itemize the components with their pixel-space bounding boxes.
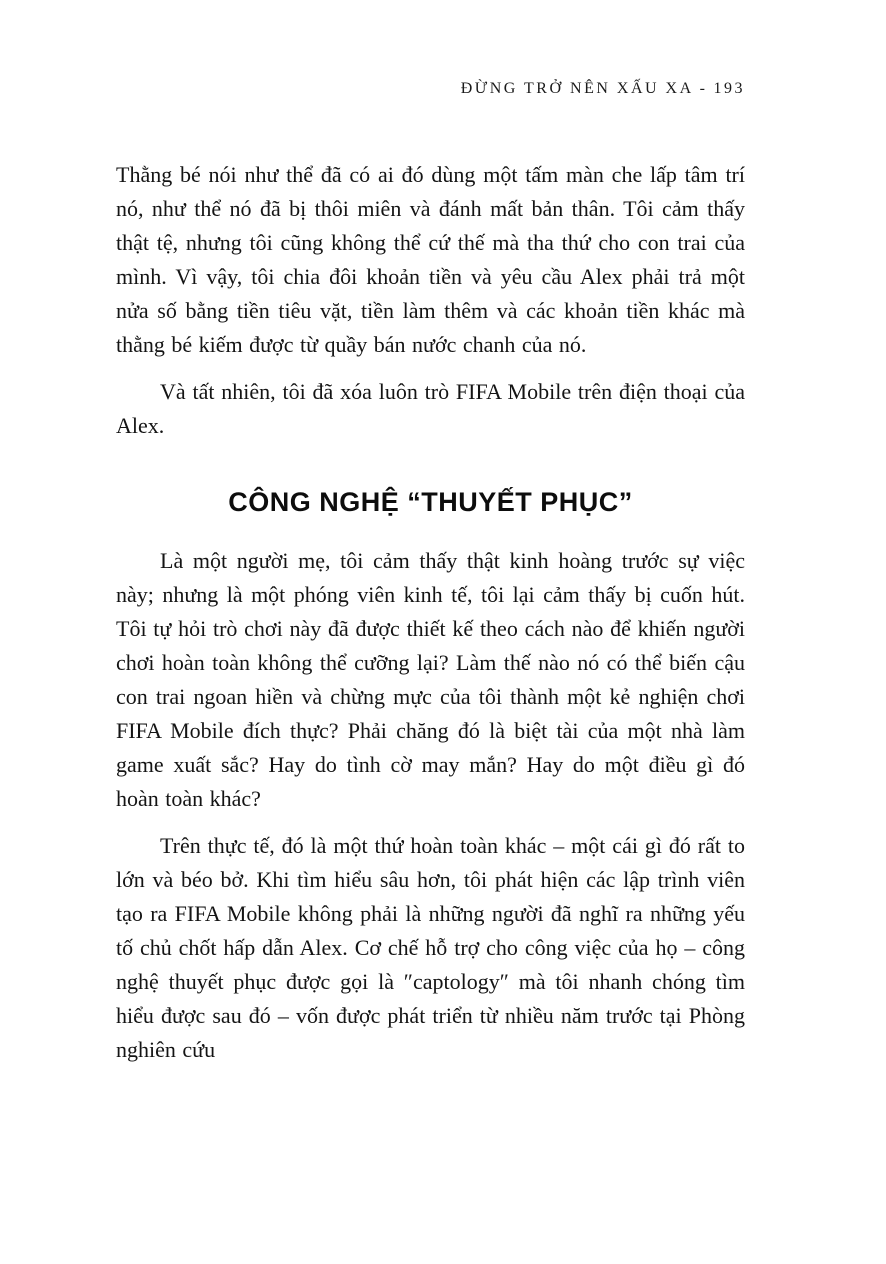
- running-header: [116, 80, 745, 98]
- page-body: [116, 158, 745, 1067]
- paragraph: Trên thực tế, đó là một thứ hoàn toàn khác – một cái gì đó rất to lớn và béo bở. Khi tìm hiểu sâu hơn, tôi phát hiện các lập trình viên tạo ra FIFA Mobile không phải là những người đã nghĩ ra những yếu tố chủ chốt hấp dẫn Alex. Cơ chế hỗ trợ cho công việc của họ – công nghệ thuyết phục được gọi là ″captology″ mà tôi nhanh chóng tìm hiểu được sau đó – vốn được phát triển từ nhiều năm trước tại Phòng nghiên cứu: [116, 833, 745, 1062]
- paragraph: Và tất nhiên, tôi đã xóa luôn trò FIFA Mobile trên điện thoại của Alex.: [116, 379, 745, 438]
- running-header-title: ĐỪNG TRỞ NÊN XẤU XA: [460, 80, 694, 97]
- paragraph: Thằng bé nói như thể đã có ai đó dùng một tấm màn che lấp tâm trí nó, như thể nó đã bị thôi miên và đánh mất bản thân. Tôi cảm thấy thật tệ, nhưng tôi cũng không thể cứ thế mà tha thứ cho con trai của mình. Vì vậy, tôi chia đôi khoản tiền và yêu cầu Alex phải trả một nửa số bằng tiền tiêu vặt, tiền làm thêm và các khoản tiền khác mà thằng bé kiếm được từ quầy bán nước chanh của nó.: [116, 162, 745, 357]
- paragraph: Là một người mẹ, tôi cảm thấy thật kinh hoàng trước sự việc này; nhưng là một phóng viên kinh tế, tôi lại cảm thấy bị cuốn hút. Tôi tự hỏi trò chơi này đã được thiết kế theo cách nào để khiến người chơi hoàn toàn không thể cưỡng lại? Làm thế nào nó có thể biến cậu con trai ngoan hiền và chừng mực của tôi thành một kẻ nghiện chơi FIFA Mobile đích thực? Phải chăng đó là biệt tài của một nhà làm game xuất sắc? Hay do tình cờ may mắn? Hay do một điều gì đó hoàn toàn khác?: [116, 548, 745, 811]
- running-header-separator: -: [699, 80, 708, 97]
- section-heading: CÔNG NGHỆ “THUYẾT PHỤC”: [228, 487, 633, 517]
- page-number: 193: [713, 80, 745, 97]
